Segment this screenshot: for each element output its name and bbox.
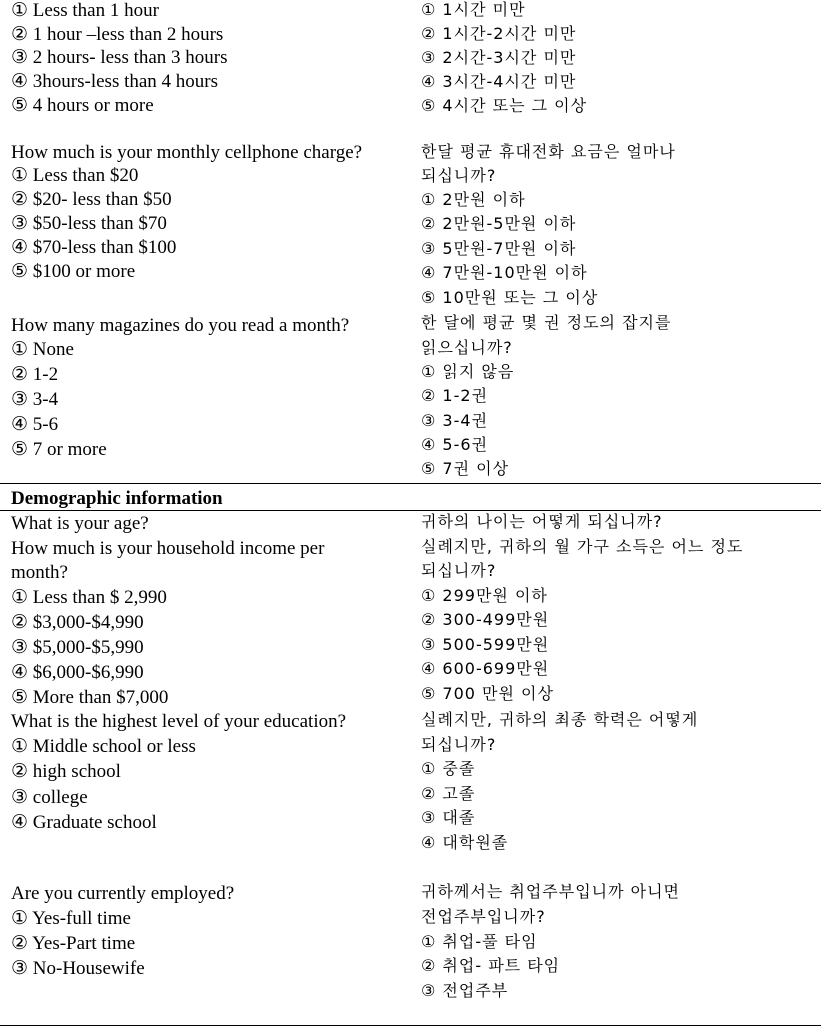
option-text-ko: ① 읽지 않음 xyxy=(421,362,515,381)
option-text-ko: ④ 5-6권 xyxy=(421,435,489,454)
option-text-ko: ③ 500-599만원 xyxy=(421,635,550,654)
option-text-ko: ② 2만원-5만원 이하 xyxy=(421,214,577,233)
option-text: ① Middle school or less xyxy=(11,736,196,757)
option-text-ko: ① 2만원 이하 xyxy=(421,190,526,209)
option-text: ① Yes-full time xyxy=(11,908,131,929)
option-text-ko: ① 취업-풀 타임 xyxy=(421,932,538,951)
option-text: ③ $50-less than $70 xyxy=(11,213,167,234)
question-text-ko: 한달 평균 휴대전화 요금은 얼마나 xyxy=(421,142,676,161)
option-text: ② $3,000-$4,990 xyxy=(11,612,144,633)
option-text: ④ 5-6 xyxy=(11,414,59,435)
option-text: ③ No-Housewife xyxy=(11,958,145,979)
option-text: ④ 3hours-less than 4 hours xyxy=(11,71,219,92)
option-text-ko: ① 중졸 xyxy=(421,759,476,778)
option-text: ④ $6,000-$6,990 xyxy=(11,662,144,683)
option-text: ① None xyxy=(11,339,74,360)
question-text-ko: 실례지만, 귀하의 월 가구 소득은 어느 정도 xyxy=(421,537,744,556)
option-text-ko: ① 1시간 미만 xyxy=(421,0,526,19)
option-text: ④ $70-less than $100 xyxy=(11,237,177,258)
option-text: ③ 2 hours- less than 3 hours xyxy=(11,47,228,68)
section-header: Demographic information xyxy=(11,488,223,509)
question-text: How much is your household income per xyxy=(11,538,325,559)
option-text: ⑤ 4 hours or more xyxy=(11,95,154,116)
option-text-ko: ② 1시간-2시간 미만 xyxy=(421,24,577,43)
option-text-ko: ④ 7만원-10만원 이하 xyxy=(421,263,588,282)
option-text-ko: ② 고졸 xyxy=(421,784,476,803)
option-text-ko: ③ 전업주부 xyxy=(421,981,509,1000)
option-text: ⑤ $100 or more xyxy=(11,261,136,282)
option-text: ② $20- less than $50 xyxy=(11,189,172,210)
question-text: What is your age? xyxy=(11,513,149,534)
question-text-ko: 귀하께서는 취업주부입니까 아니면 xyxy=(421,882,681,901)
option-text: ② 1-2 xyxy=(11,364,59,385)
option-text-ko: ③ 대졸 xyxy=(421,808,476,827)
question-text: Are you currently employed? xyxy=(11,883,235,904)
question-text-ko: 되십니까? xyxy=(421,735,497,754)
question-text-ko: 실례지만, 귀하의 최종 학력은 어떻게 xyxy=(421,710,699,729)
section-rule-top xyxy=(0,483,821,484)
question-text-ko: 되십니까? xyxy=(421,561,497,580)
option-text-ko: ④ 600-699만원 xyxy=(421,659,550,678)
question-text-ko: 전업주부입니까? xyxy=(421,907,546,926)
option-text: ② 1 hour –less than 2 hours xyxy=(11,24,224,45)
section-rule-bottom xyxy=(0,510,821,511)
option-text: ① Less than 1 hour xyxy=(11,0,159,21)
option-text-ko: ⑤ 4시간 또는 그 이상 xyxy=(421,96,588,115)
option-text: ④ Graduate school xyxy=(11,812,157,833)
option-text-ko: ⑤ 10만원 또는 그 이상 xyxy=(421,288,599,307)
question-text: What is the highest level of your education? xyxy=(11,711,347,732)
option-text-ko: ⑤ 700 만원 이상 xyxy=(421,684,554,703)
option-text: ③ college xyxy=(11,787,88,808)
option-text-ko: ② 300-499만원 xyxy=(421,610,550,629)
option-text-ko: ① 299만원 이하 xyxy=(421,586,548,605)
question-text: How much is your monthly cellphone charge? xyxy=(11,142,363,163)
option-text-ko: ④ 3시간-4시간 미만 xyxy=(421,72,577,91)
question-text-ko: 귀하의 나이는 어떻게 되십니까? xyxy=(421,512,663,531)
question-text: How many magazines do you read a month? xyxy=(11,315,350,336)
table-bottom-rule xyxy=(0,1025,821,1026)
option-text: ① Less than $20 xyxy=(11,165,139,186)
question-text: month? xyxy=(11,562,68,583)
option-text-ko: ④ 대학원졸 xyxy=(421,833,509,852)
question-text-ko: 되십니까? xyxy=(421,166,497,185)
option-text: ② high school xyxy=(11,761,121,782)
option-text: ③ 3-4 xyxy=(11,389,59,410)
option-text: ① Less than $ 2,990 xyxy=(11,587,167,608)
option-text: ⑤ 7 or more xyxy=(11,439,107,460)
option-text: ③ $5,000-$5,990 xyxy=(11,637,144,658)
option-text-ko: ③ 2시간-3시간 미만 xyxy=(421,48,577,67)
option-text-ko: ② 취업- 파트 타임 xyxy=(421,956,561,975)
question-text-ko: 한 달에 평균 몇 권 정도의 잡지를 xyxy=(421,313,672,332)
question-text-ko: 읽으십니까? xyxy=(421,338,513,357)
option-text-ko: ⑤ 7권 이상 xyxy=(421,459,510,478)
option-text: ⑤ More than $7,000 xyxy=(11,687,169,708)
option-text: ② Yes-Part time xyxy=(11,933,136,954)
option-text-ko: ③ 3-4권 xyxy=(421,411,489,430)
option-text-ko: ② 1-2권 xyxy=(421,386,489,405)
option-text-ko: ③ 5만원-7만원 이하 xyxy=(421,239,577,258)
